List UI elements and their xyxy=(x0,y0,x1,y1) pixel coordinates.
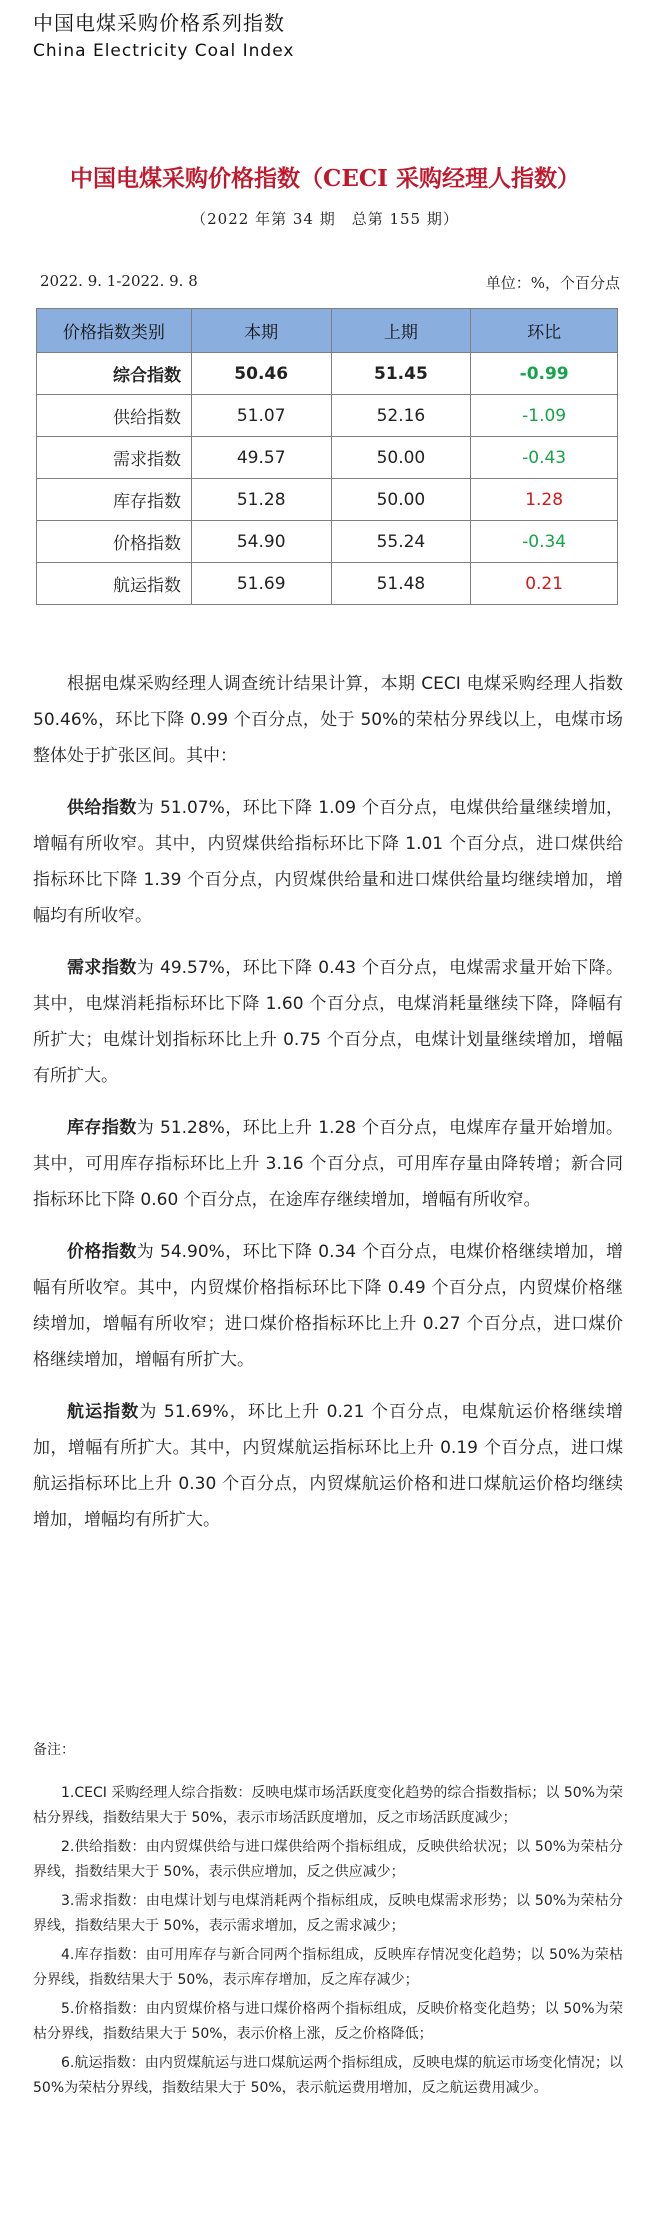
col-header-previous: 上期 xyxy=(331,309,471,353)
notes-section xyxy=(33,1738,623,2105)
section-text: 为 51.69%，环比上升 0.21 个百分点，电煤航运价格继续增加，增幅有所扩大。其中，内贸煤航运指标环比上升 0.19 个百分点，进口煤航运指标环比上升 0.30 个百分点，内贸煤航运价格和进口煤航运价格均继续增加，增幅均有所扩大。 xyxy=(33,1402,623,1530)
note-item: 4.库存指数：由可用库存与新合同两个指标组成，反映库存情况变化趋势；以 50%为荣枯分界线，指数结果大于 50%，表示库存增加，反之库存减少； xyxy=(33,1947,623,1988)
section-text: 为 49.57%，环比下降 0.43 个百分点，电煤需求量开始下降。其中，电煤消耗指标环比下降 1.60 个百分点，电煤消耗量继续下降，降幅有所扩大；电煤计划指标环比上升 0.75 个百分点，电煤计划量继续增加，增幅有所扩大。 xyxy=(33,958,623,1086)
page-header xyxy=(33,8,294,64)
table-row xyxy=(37,563,618,605)
table-row xyxy=(37,479,618,521)
section-text: 为 51.07%，环比下降 1.09 个百分点，电煤供给量继续增加，增幅有所收窄。其中，内贸煤供给指标环比下降 1.01 个百分点，进口煤供给指标环比下降 1.39 个百分点，内贸煤供给量和进口煤供给量均继续增加，增幅均有所收窄。 xyxy=(33,798,623,926)
row-change: 0.21 xyxy=(471,563,618,605)
row-current: 49.57 xyxy=(191,437,331,479)
table-row xyxy=(37,521,618,563)
row-name: 库存指数 xyxy=(37,479,192,521)
section-text: 为 54.90%，环比下降 0.34 个百分点，电煤价格继续增加，增幅有所收窄。其中，内贸煤价格指标环比下降 0.49 个百分点，内贸煤价格继续增加，增幅有所收窄；进口煤价格指标环比上升 0.27 个百分点，进口煤价格继续增加，增幅有所扩大。 xyxy=(33,1242,623,1370)
table-row xyxy=(37,395,618,437)
row-current: 51.07 xyxy=(191,395,331,437)
note-item: 6.航运指数：由内贸煤航运与进口煤航运两个指标组成，反映电煤的航运市场变化情况；以 50%为荣枯分界线，指数结果大于 50%，表示航运费用增加，反之航运费用减少。 xyxy=(33,2055,623,2096)
table-header-row xyxy=(37,309,618,353)
analysis-text xyxy=(33,666,623,1554)
section-paragraph xyxy=(33,1110,623,1218)
row-previous: 50.00 xyxy=(331,479,471,521)
note-item: 3.需求指数：由电煤计划与电煤消耗两个指标组成，反映电煤需求形势；以 50%为荣枯分界线，指数结果大于 50%，表示需求增加，反之需求减少； xyxy=(33,1893,623,1934)
section-text: 为 51.28%，环比上升 1.28 个百分点，电煤库存量开始增加。其中，可用库存指标环比上升 3.16 个百分点，可用库存量由降转增；新合同指标环比下降 0.60 个百分点，在途库存继续增加，增幅有所收窄。 xyxy=(33,1118,623,1210)
section-label: 需求指数 xyxy=(67,958,137,978)
row-current: 50.46 xyxy=(191,353,331,395)
section-paragraph xyxy=(33,950,623,1094)
section-paragraph xyxy=(33,1234,623,1378)
row-previous: 55.24 xyxy=(331,521,471,563)
header-title-cn: 中国电煤采购价格系列指数 xyxy=(33,11,285,35)
row-current: 51.69 xyxy=(191,563,331,605)
row-name: 航运指数 xyxy=(37,563,192,605)
document-title: 中国电煤采购价格指数（CECI 采购经理人指数） xyxy=(70,165,580,192)
row-name: 供给指数 xyxy=(37,395,192,437)
table-row xyxy=(37,353,618,395)
table-row xyxy=(37,437,618,479)
date-range: 2022. 9. 1-2022. 9. 8 xyxy=(40,272,198,290)
section-paragraph xyxy=(33,1394,623,1538)
row-name: 综合指数 xyxy=(37,353,192,395)
intro-paragraph: 根据电煤采购经理人调查统计结果计算，本期 CECI 电煤采购经理人指数 50.46%，环比下降 0.99 个百分点，处于 50%的荣枯分界线以上，电煤市场整体处于扩张区间。其中： xyxy=(33,674,623,766)
row-name: 需求指数 xyxy=(37,437,192,479)
notes-title: 备注： xyxy=(33,1742,75,1758)
header-title-en: China Electricity Coal Index xyxy=(33,41,295,61)
col-header-change: 环比 xyxy=(471,309,618,353)
row-previous: 52.16 xyxy=(331,395,471,437)
row-name: 价格指数 xyxy=(37,521,192,563)
row-change: -1.09 xyxy=(471,395,618,437)
row-change: 1.28 xyxy=(471,479,618,521)
index-table xyxy=(36,308,618,605)
document-issue: （2022 年第 34 期 总第 155 期） xyxy=(191,210,459,228)
row-previous: 51.45 xyxy=(331,353,471,395)
unit-label: 单位：%，个百分点 xyxy=(485,274,620,292)
row-current: 51.28 xyxy=(191,479,331,521)
section-label: 库存指数 xyxy=(67,1118,137,1138)
note-item: 5.价格指数：由内贸煤价格与进口煤价格两个指标组成，反映价格变化趋势；以 50%为荣枯分界线，指数结果大于 50%，表示价格上涨，反之价格降低； xyxy=(33,2001,623,2042)
row-previous: 50.00 xyxy=(331,437,471,479)
note-item: 1.CECI 采购经理人综合指数：反映电煤市场活跃度变化趋势的综合指数指标；以 50%为荣枯分界线，指数结果大于 50%，表示市场活跃度增加，反之市场活跃度减少； xyxy=(33,1785,623,1826)
row-previous: 51.48 xyxy=(331,563,471,605)
col-header-category: 价格指数类别 xyxy=(37,309,192,353)
section-label: 价格指数 xyxy=(67,1242,137,1262)
section-paragraph xyxy=(33,790,623,934)
row-current: 54.90 xyxy=(191,521,331,563)
note-item: 2.供给指数：由内贸煤供给与进口煤供给两个指标组成，反映供给状况；以 50%为荣枯分界线，指数结果大于 50%，表示供应增加，反之供应减少； xyxy=(33,1839,623,1880)
section-label: 供给指数 xyxy=(67,798,137,818)
row-change: -0.99 xyxy=(471,353,618,395)
section-label: 航运指数 xyxy=(67,1402,140,1422)
row-change: -0.43 xyxy=(471,437,618,479)
col-header-current: 本期 xyxy=(191,309,331,353)
row-change: -0.34 xyxy=(471,521,618,563)
